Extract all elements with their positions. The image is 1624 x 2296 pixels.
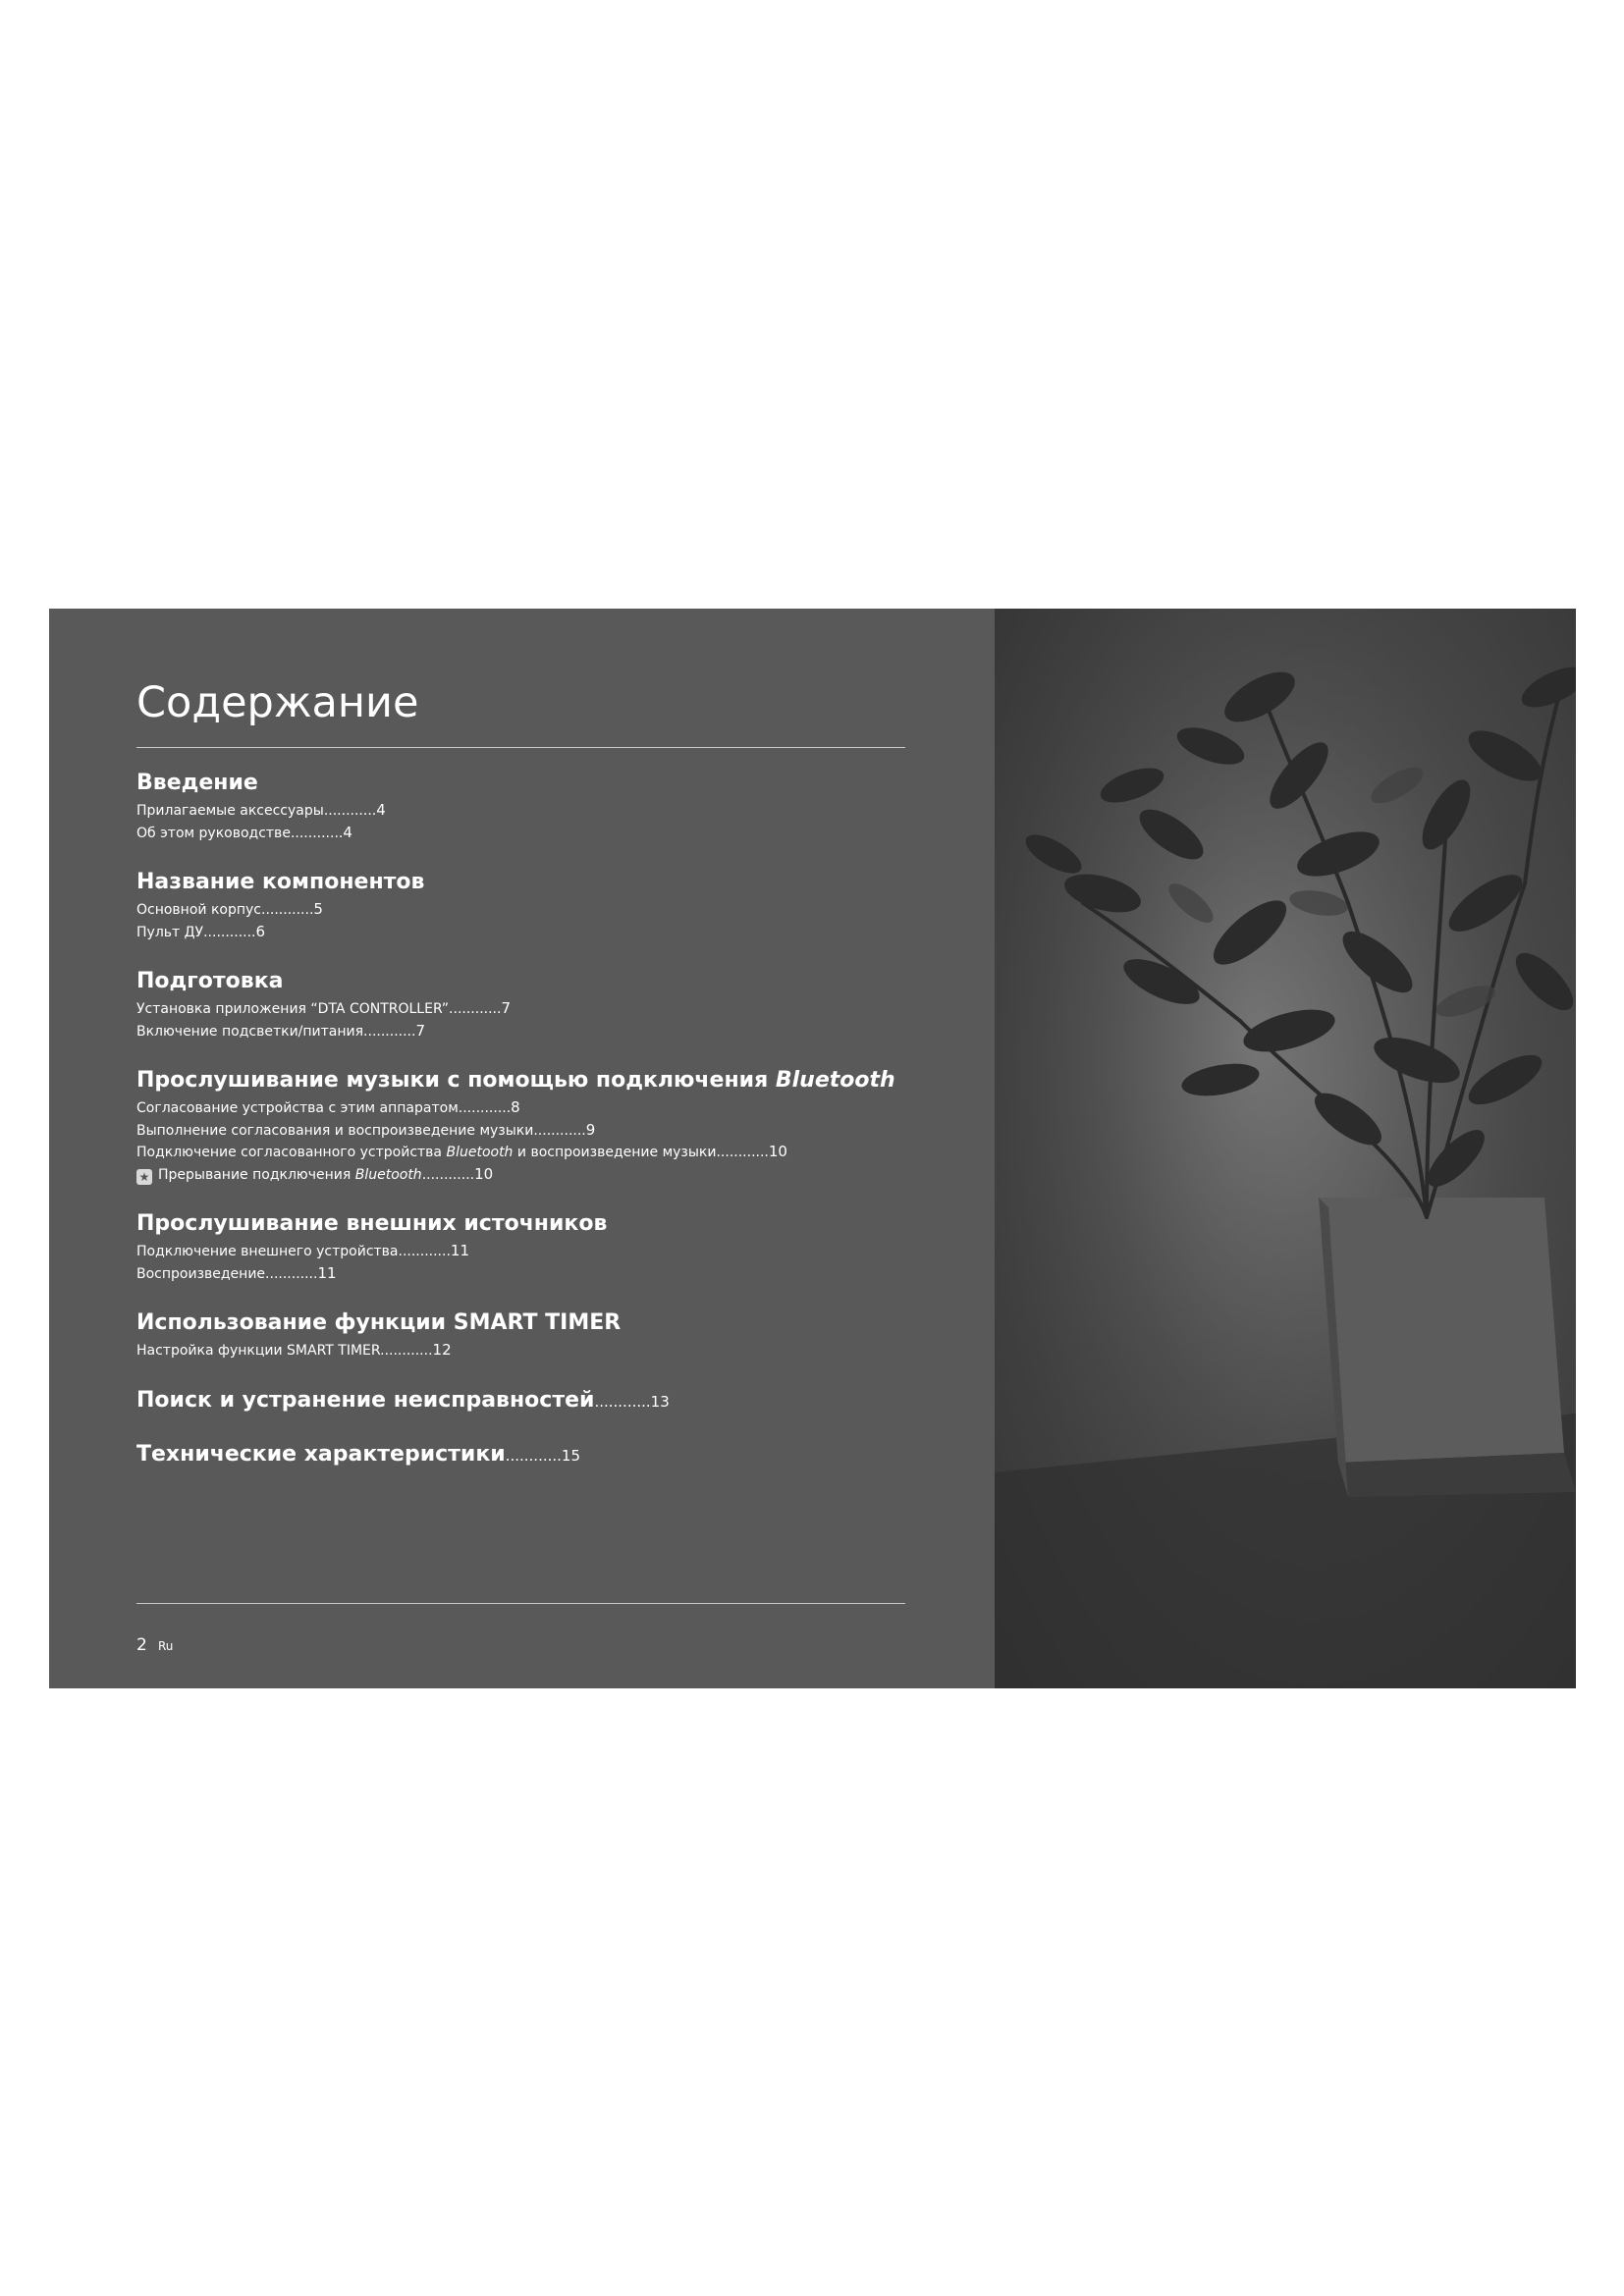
- section-heading: Введение: [136, 771, 258, 795]
- toc-entry[interactable]: [136, 823, 922, 845]
- leader-dots: ............: [323, 803, 377, 819]
- entry-page: 13: [650, 1392, 670, 1411]
- entry-label: Подключение внешнего устройства: [136, 1244, 399, 1259]
- toc-section-preparation: [136, 967, 922, 1042]
- heading-text: Технические характеристики: [136, 1441, 506, 1467]
- title-divider: [136, 747, 905, 748]
- entry-label: Основной корпус: [136, 902, 261, 918]
- heading-text: Прослушивание музыки с помощью подключения: [136, 1068, 769, 1093]
- toc-entry[interactable]: [136, 1340, 922, 1362]
- entry-label: Выполнение согласования и воспроизведение музыки: [136, 1122, 534, 1139]
- entry-label: Включение подсветки/питания: [136, 1023, 364, 1040]
- heading-text: Поиск и устранение неисправностей: [136, 1387, 595, 1413]
- toc-section-troubleshooting[interactable]: [136, 1386, 922, 1416]
- section-heading: [136, 1440, 922, 1470]
- footer-divider: [136, 1603, 905, 1604]
- toc-entry[interactable]: [136, 800, 922, 823]
- entry-page: 15: [561, 1446, 580, 1465]
- entry-label-after: и воспроизведение музыки: [516, 1145, 717, 1160]
- leader-dots: ............: [458, 1100, 512, 1116]
- entry-label: Прилагаемые аксессуары: [136, 803, 324, 819]
- entry-label-italic: Bluetooth: [354, 1166, 422, 1183]
- leader-dots: ............: [265, 1265, 318, 1282]
- toc-section-introduction: [136, 769, 922, 844]
- leader-dots: ............: [203, 924, 256, 940]
- entry-page: 11: [450, 1242, 469, 1259]
- toc-entry[interactable]: [136, 1021, 922, 1043]
- entry-label: Об этом руководстве: [136, 825, 291, 841]
- plant-photo: [995, 609, 1576, 1688]
- entry-page: 9: [585, 1120, 596, 1139]
- entry-label: Прерывание подключения: [158, 1166, 352, 1183]
- leader-dots: ............: [449, 1001, 502, 1017]
- leader-dots: ............: [290, 825, 344, 841]
- manual-spread: [49, 609, 1576, 1688]
- entry-label: Пульт ДУ: [136, 924, 204, 940]
- toc-section-external-sources: [136, 1209, 922, 1285]
- entry-label: Воспроизведение: [136, 1265, 266, 1282]
- entry-page: 7: [415, 1021, 425, 1040]
- table-of-contents: [136, 769, 922, 1470]
- toc-section-specifications[interactable]: [136, 1440, 922, 1470]
- section-heading: Использование функции SMART TIMER: [136, 1310, 622, 1335]
- section-heading: Подготовка: [136, 969, 284, 993]
- leader-dots: ............: [594, 1392, 651, 1411]
- entry-page: 4: [376, 801, 386, 819]
- language-code: Ru: [158, 1639, 174, 1653]
- leader-dots: ............: [505, 1446, 562, 1465]
- toc-entry[interactable]: [136, 1263, 922, 1286]
- entry-label: Настройка функции SMART TIMER: [136, 1343, 381, 1359]
- toc-entry[interactable]: [136, 1164, 922, 1187]
- toc-section-bluetooth: [136, 1066, 922, 1186]
- entry-label: Согласование устройства с этим аппаратом: [136, 1100, 459, 1116]
- star-icon: ★: [136, 1169, 152, 1185]
- leader-dots: ............: [363, 1023, 416, 1040]
- leader-dots: ............: [380, 1343, 433, 1359]
- leader-dots: ............: [261, 902, 314, 918]
- toc-entry[interactable]: [136, 998, 922, 1021]
- toc-entry[interactable]: [136, 1241, 922, 1263]
- entry-page: 10: [474, 1164, 494, 1183]
- section-heading: Прослушивание внешних источников: [136, 1211, 608, 1236]
- section-heading: Название компонентов: [136, 870, 425, 894]
- entry-page: 12: [432, 1341, 452, 1359]
- toc-section-components: [136, 868, 922, 943]
- contents-panel: [49, 609, 995, 1688]
- leader-dots: ............: [398, 1244, 451, 1259]
- heading-italic: Bluetooth: [775, 1068, 895, 1093]
- entry-page: 7: [501, 999, 511, 1017]
- entry-page: 5: [313, 900, 323, 918]
- entry-page: 6: [255, 922, 266, 940]
- page-title: Содержание: [136, 678, 419, 727]
- entry-label: Подключение согласованного устройства: [136, 1145, 443, 1160]
- entry-page: 11: [317, 1263, 337, 1282]
- section-heading: [136, 1386, 922, 1416]
- entry-label: Установка приложения “DTA CONTROLLER”: [136, 1001, 450, 1017]
- section-heading: [136, 1066, 922, 1095]
- toc-entry[interactable]: [136, 922, 922, 944]
- toc-entry[interactable]: [136, 899, 922, 922]
- toc-entry[interactable]: [136, 1142, 922, 1164]
- entry-page: 8: [511, 1098, 520, 1116]
- toc-entry[interactable]: [136, 1097, 922, 1120]
- leader-dots: ............: [533, 1122, 586, 1139]
- leader-dots: ............: [716, 1145, 769, 1160]
- entry-label-italic: Bluetooth: [446, 1145, 514, 1160]
- plant-silhouette-image: [995, 609, 1576, 1688]
- toc-entry[interactable]: [136, 1120, 922, 1143]
- page-number: 2: [136, 1635, 147, 1655]
- leader-dots: ............: [421, 1166, 475, 1183]
- entry-page: 10: [768, 1143, 787, 1160]
- entry-page: 4: [343, 823, 352, 841]
- toc-section-smart-timer: [136, 1308, 922, 1362]
